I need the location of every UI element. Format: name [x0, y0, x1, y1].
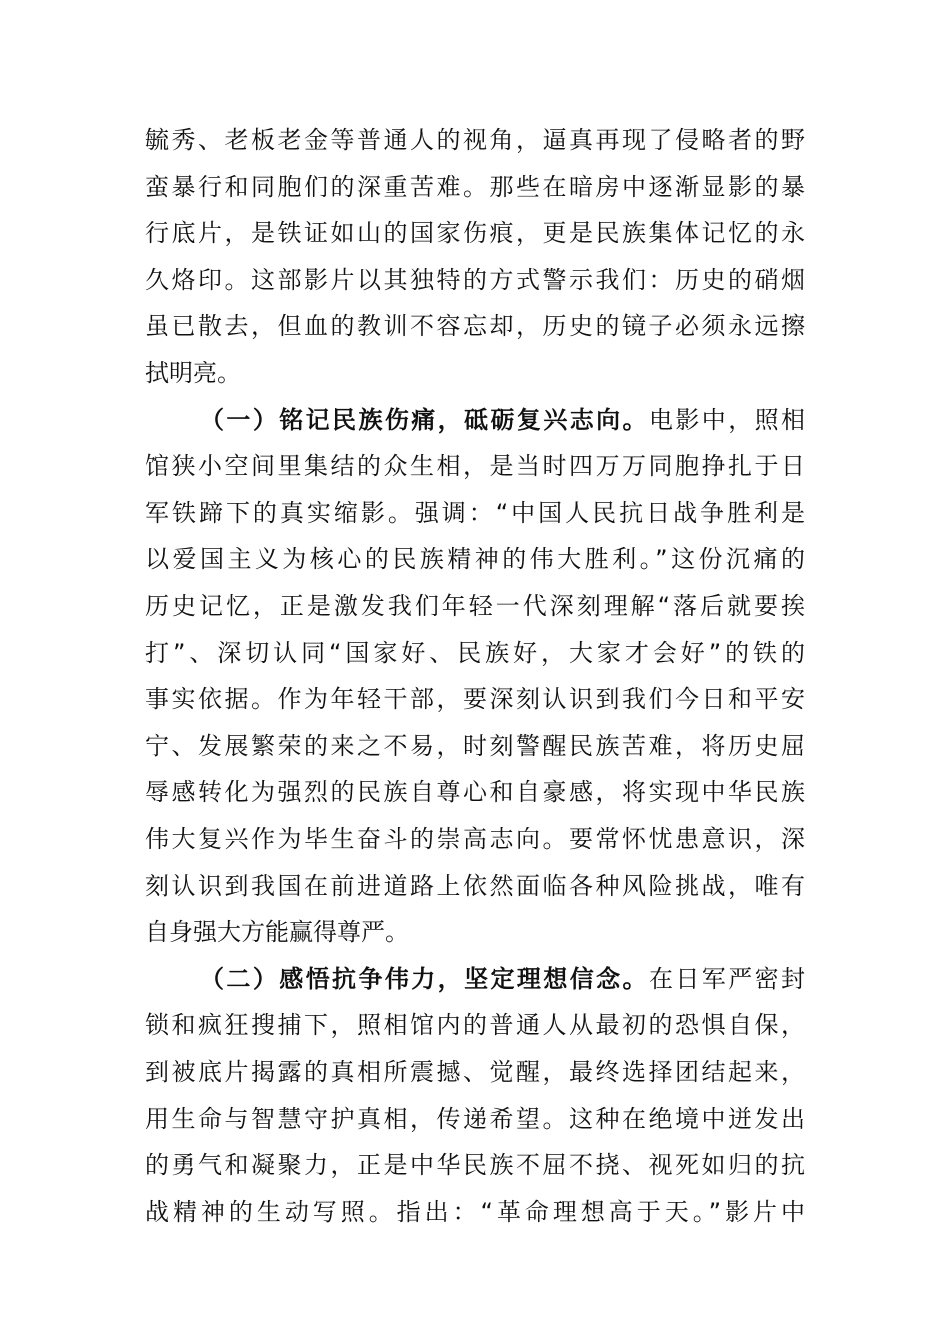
text-line: 拭明亮。 — [145, 359, 241, 387]
text-line — [200, 956, 805, 1002]
text-line: 以爱国主义为核心的民族精神的伟大胜利。”这份沉痛的 — [145, 545, 805, 574]
text-line: 刻认识到我国在前进道路上依然面临各种风险挑战，唯有 — [145, 871, 805, 900]
text-line: 事实依据。作为年轻干部，要深刻认识到我们今日和平安 — [145, 685, 805, 714]
section-heading: （一）铭记民族伤痛，砥砺复兴志向。 — [200, 405, 649, 434]
text-line: 到被底片揭露的真相所震撼、觉醒，最终选择团结起来， — [145, 1058, 805, 1086]
text-line: 行底片，是铁证如山的国家伤痕，更是民族集体记忆的永 — [145, 219, 805, 248]
text-line: 伟大复兴作为毕生奋斗的崇高志向。要常怀忧患意识，深 — [145, 825, 805, 853]
section-heading: （二）感悟抗争伟力，坚定理想信念。 — [200, 964, 649, 993]
text-span: 电影中，照相 — [648, 405, 806, 434]
text-line: 的勇气和凝聚力，正是中华民族不屈不挠、视死如归的抗 — [145, 1151, 805, 1180]
text-line: 锁和疯狂搜捕下，照相馆内的普通人从最初的恐惧自保， — [145, 1011, 805, 1040]
text-line: 军铁蹄下的真实缩影。强调：“中国人民抗日战争胜利是 — [145, 498, 805, 527]
text-line: 馆狭小空间里集结的众生相，是当时四万万同胞挣扎于日 — [145, 452, 805, 481]
text-line: 虽已散去，但血的教训不容忘却，历史的镜子必须永远擦 — [145, 312, 805, 341]
text-line: 自身强大方能赢得尊严。 — [145, 918, 409, 947]
text-line: 毓秀、老板老金等普通人的视角，逼真再现了侵略者的野 — [145, 126, 805, 154]
text-line: 宁、发展繁荣的来之不易，时刻警醒民族苦难，将历史屈 — [145, 731, 805, 760]
text-line: 蛮暴行和同胞们的深重苦难。那些在暗房中逐渐显影的暴 — [145, 172, 805, 201]
text-line: 打”、深切认同“国家好、民族好，大家才会好”的铁的 — [145, 638, 805, 667]
text-line: 历史记忆，正是激发我们年轻一代深刻理解“落后就要挨 — [145, 592, 805, 620]
text-line: 久烙印。这部影片以其独特的方式警示我们：历史的硝烟 — [145, 265, 805, 294]
text-line: 辱感转化为强烈的民族自尊心和自豪感，将实现中华民族 — [145, 778, 805, 807]
text-line — [200, 397, 805, 443]
text-line: 用生命与智慧守护真相，传递希望。这种在绝境中迸发出 — [145, 1104, 805, 1133]
text-span: 在日军严密封 — [648, 964, 806, 993]
text-line: 战精神的生动写照。指出：“革命理想高于天。”影片中 — [145, 1197, 805, 1226]
